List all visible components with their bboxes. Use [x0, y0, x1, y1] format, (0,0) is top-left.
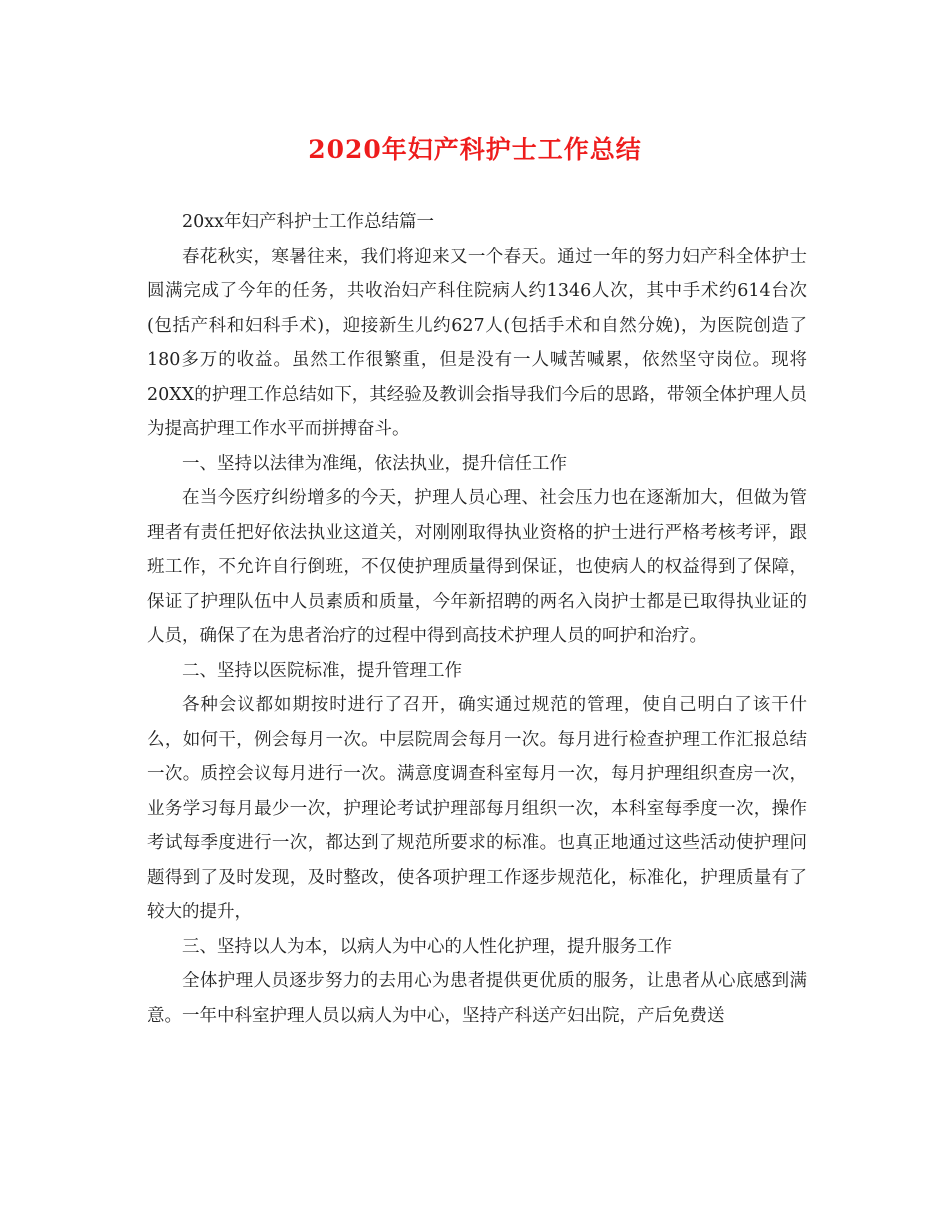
section-heading: 三、坚持以人为本，以病人为中心的人性化护理，提升服务工作 — [182, 936, 672, 957]
section-heading: 一、坚持以法律为准绳，依法执业，提升信任工作 — [182, 453, 567, 474]
body-paragraph: 在当今医疗纠纷增多的今天，护理人员心理、社会压力也在逐渐加大，但做为管理者有责任把好依法执业这道关，对刚刚取得执业资格的护士进行严格考核考评，跟班工作，不允许自行倒班，不仅使护理质量得到保证，也使病人的权益得到了保障，保证了护理队伍中人员素质和质量，今年新招聘的两名入岗护士都是已取得执业证的人员，确保了在为患者治疗的过程中得到高技术护理人员的呵护和治疗。 — [147, 488, 807, 646]
section-heading: 二、坚持以医院标准，提升管理工作 — [182, 660, 462, 681]
body-paragraph: 全体护理人员逐步努力的去用心为患者提供更优质的服务，让患者从心底感到满意。一年中科室护理人员以病人为中心，坚持产科送产妇出院，产后免费送 — [147, 971, 807, 1026]
section-heading: 20xx年妇产科护士工作总结篇一 — [182, 212, 435, 232]
document-body — [147, 205, 807, 1033]
body-paragraph: 各种会议都如期按时进行了召开，确实通过规范的管理，使自己明白了该干什么，如何干，例会每月一次。中层院周会每月一次。每月进行检查护理工作汇报总结一次。质控会议每月进行一次。满意度调查科室每月一次，每月护理组织查房一次，业务学习每月最少一次，护理论考试护理部每月组织一次，本科室每季度一次，操作考试每季度进行一次，都达到了规范所要求的标准。也真正地通过这些活动使护理问题得到了及时发现，及时整改，使各项护理工作逐步规范化，标准化，护理质量有了较大的提升， — [147, 695, 807, 922]
body-paragraph: 春花秋实，寒暑往来，我们将迎来又一个春天。通过一年的努力妇产科全体护士圆满完成了今年的任务，共收治妇产科住院病人约1346人次，其中手术约614台次(包括产科和妇科手术)，迎接新生儿约627人(包括手术和自然分娩)，为医院创造了180多万的收益。虽然工作很繁重，但是没有一人喊苦喊累，依然坚守岗位。现将20XX的护理工作总结如下，其经验及教训会指导我们今后的思路，带领全体护理人员为提高护理工作水平而拼搏奋斗。 — [147, 246, 807, 439]
document-title: 2020年妇产科护士工作总结 — [308, 135, 642, 164]
